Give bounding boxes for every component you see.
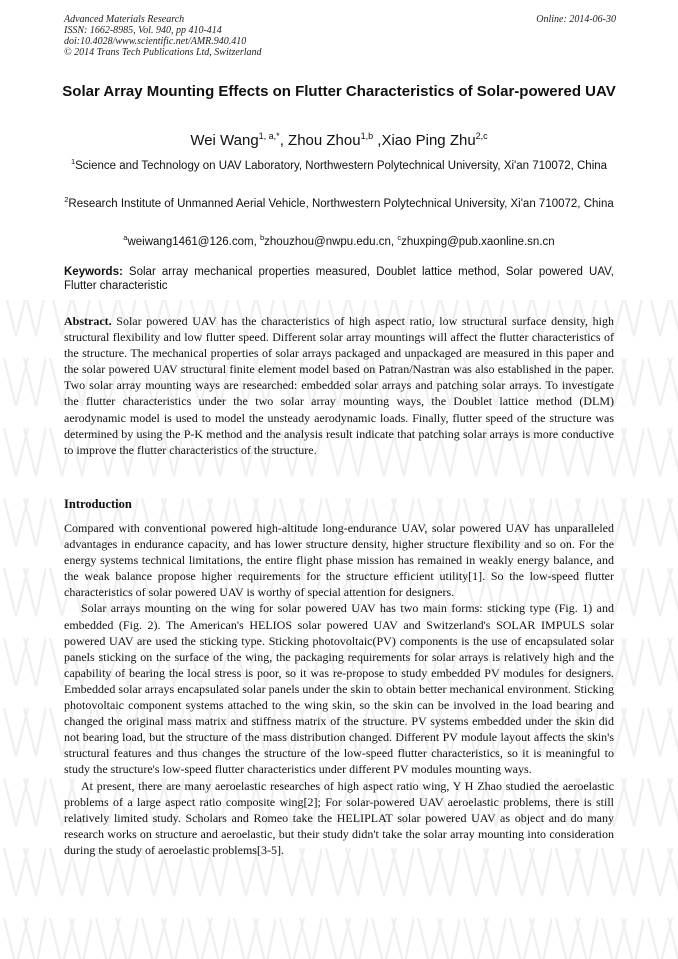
affiliation-1: $^1$Science and Technology on UAV Laboratory, Northwestern Polytechnical University, Xi'an 710072, China [70, 157, 608, 172]
keywords [64, 265, 614, 293]
email-address: zhuxping@pub.xaonline.sn.cn [401, 235, 555, 248]
author-superscript: 1, a,* [258, 131, 280, 141]
introduction-body [64, 520, 614, 858]
issn-line: ISSN: 1662-8985, Vol. 940, pp 410-414 [64, 25, 222, 36]
journal-header [64, 14, 616, 58]
abstract [64, 313, 614, 458]
keywords-label: Keywords: [64, 266, 123, 278]
keywords-text: Solar array mechanical properties measured, Doublet lattice method, Solar powered UAV, Flutter characteristic [64, 266, 614, 292]
paragraph: Compared with conventional powered high-altitude long-endurance UAV, solar powered UAV has unparalleled advantages in endurance capacity, and has lower structure density, higher structure flexibility and so on. For the energy systems technical limitations, the entire flight phase mission has remained in weakly energy balance, and the weak balance propose higher requirements for the structure efficient utility[1]. So the low-speed flutter characteristics of solar powered UAV is worthy of special attention for designers. [64, 521, 614, 600]
email-address: zhouzhou@nwpu.edu.cn, [264, 235, 398, 248]
author-name: Zhou Zhou [288, 132, 361, 149]
author-name: Wei Wang [190, 132, 259, 149]
section-heading-introduction: Introduction [64, 497, 132, 511]
copyright-line: © 2014 Trans Tech Publications Ltd, Switzerland [64, 47, 262, 58]
online-date: Online: 2014-06-30 [536, 14, 616, 25]
email-line: $^a$weiwang1461@126.com, $^b$zhouzhou@nwpu.edu.cn, $^c$zhuxping@pub.xaonline.sn.cn [123, 233, 555, 248]
author-superscript: 1,b [360, 131, 374, 141]
paper-title: Solar Array Mounting Effects on Flutter Characteristics of Solar-powered UAV [62, 83, 616, 100]
abstract-text: Solar powered UAV has the characteristics of high aspect ratio, low structural surface density, high structural flexibility and low flutter speed. Different solar array mountings will affect the flutter characteristics of the structure. The mechanical properties of solar arrays packaged and unpackaged are measured in this paper and the solar powered UAV structural finite element model based on Patran/Nastran was also established in the paper. Two solar array mounting ways are researched: embedded solar arrays and patching solar arrays. To investigate the flutter characteristics under the two solar array mounting ways, the Doublet lattice method (DLM) aerodynamic model is used to model the unsteady aerodynamic loads. Finally, flutter speed of the structure was determined by using the P-K method and the analysis result indicate that patching solar arrays is more conductive to improve the flutter characteristics of the structure. [64, 314, 614, 457]
author-list: Wei Wang$^{1, a,*}$, Zhou Zhou$^{1,b}$ ,Xiao Ping Zhu$^{2,c}$ [190, 131, 488, 149]
author-name: Xiao Ping Zhu [381, 132, 476, 149]
abstract-label: Abstract. [64, 314, 112, 328]
email-address: weiwang1461@126.com, [127, 235, 260, 248]
doi-line: doi:10.4028/www.scientific.net/AMR.940.410 [64, 36, 247, 47]
paragraph: At present, there are many aeroelastic researches of high aspect ratio wing, Y H Zhao studied the aeroelastic problems of a large aspect ratio composite wing[2]; For solar-powered UAV aeroelastic problems, there is still relatively limited study. Scholars and Romeo take the HELIPLAT solar powered UAV as object and do many research works on structure and aeroelastic, but their study didn't take the solar array mounting into consideration during the study of aeroelastic problems[3-5]. [64, 778, 614, 857]
journal-name: Advanced Materials Research [64, 14, 185, 25]
author-superscript: 2,c [475, 131, 488, 141]
paragraph: Solar arrays mounting on the wing for solar powered UAV has two main forms: sticking type (Fig. 1) and embedded (Fig. 2). The American's HELIOS solar powered UAV and Switzerland's SOLAR IMPULS solar powered UAV are used the sticking type. Sticking photovoltaic(PV) components is the use of encapsulated solar panels sticking on the surface of the wing, the packaging requirements for solar arrays is relatively high and the capability of bearing the local stress is poor, so it was re-propose to study embedded PV modules for designers. Embedded solar arrays encapsulated solar panels under the skin to obtain better mechanical environment. Sticking photovoltaic component systems attached to the wing skin, so the skin can be involved in the load bearing and changed the original mass matrix and stiffness matrix of the structure. PV systems embedded under the skin did not bearing load, but the structure of the mass distribution changed. Different PV module layout affects the skin's structural features and thus changes the structure of the low-speed flutter characteristics, so it is meaningful to study the structure's low-speed flutter characteristics under different PV modules mounting ways. [64, 601, 614, 777]
affiliation-2: $^2$Research Institute of Unmanned Aerial Vehicle, Northwestern Polytechnical University, Xi'an 710072, China [64, 195, 614, 210]
